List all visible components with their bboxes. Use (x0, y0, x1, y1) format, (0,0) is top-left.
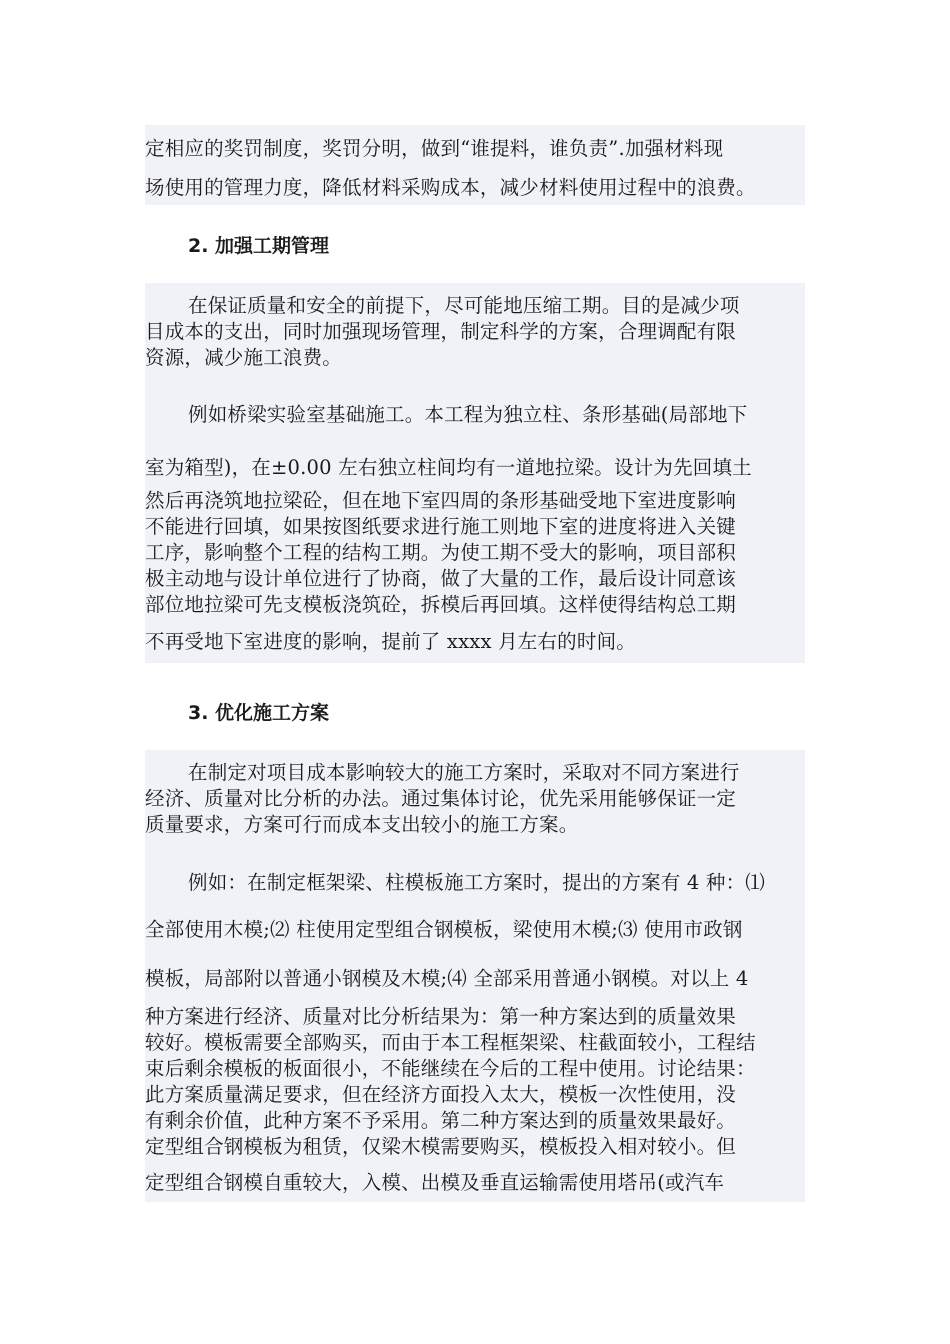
paragraph-line: 资源，减少施工浪费。 (145, 346, 343, 369)
paragraph-line: 此方案质量满足要求，但在经济方面投入太大，模板一次性使用，没 (145, 1083, 737, 1106)
paragraph-line: 全部使用木模;⑵ 柱使用定型组合钢模板，梁使用木模;⑶ 使用市政钢 (145, 918, 743, 941)
paragraph-line: 工序，影响整个工程的结构工期。为使工期不受大的影响，项目部积 (145, 541, 737, 564)
paragraph-line: 在保证质量和安全的前提下，尽可能地压缩工期。目的是减少项 (188, 294, 740, 317)
paragraph-line: 在制定对项目成本影响较大的施工方案时，采取对不同方案进行 (188, 761, 740, 784)
paragraph-line: 较好。模板需要全部购买，而由于本工程框架梁、柱截面较小，工程结 (145, 1031, 756, 1054)
paragraph-line: 例如：在制定框架梁、柱模板施工方案时，提出的方案有 4 种：⑴ (188, 871, 766, 894)
section-heading: 2. 加强工期管理 (188, 235, 330, 257)
paragraph-line: 束后剩余模板的板面很小，不能继续在今后的工程中使用。讨论结果： (145, 1057, 756, 1080)
paragraph-line: 经济、质量对比分析的办法。通过集体讨论，优先采用能够保证一定 (145, 787, 737, 810)
paragraph-line: 定型组合钢模板为租赁，仅梁木模需要购买，模板投入相对较小。但 (145, 1135, 737, 1158)
paragraph-line: 例如桥梁实验室基础施工。本工程为独立柱、条形基础(局部地下 (188, 403, 748, 426)
paragraph-line: 然后再浇筑地拉梁砼，但在地下室四周的条形基础受地下室进度影响 (145, 489, 737, 512)
paragraph-line: 目成本的支出，同时加强现场管理，制定科学的方案，合理调配有限 (145, 320, 737, 343)
section-heading: 3. 优化施工方案 (188, 702, 330, 724)
paragraph-line: 有剩余价值，此种方案不予采用。第二种方案达到的质量效果最好。 (145, 1109, 737, 1132)
paragraph-line: 模板，局部附以普通小钢模及木模;⑷ 全部采用普通小钢模。对以上 4 (145, 967, 749, 990)
paragraph-line: 极主动地与设计单位进行了协商，做了大量的工作，最后设计同意该 (145, 567, 737, 590)
paragraph-line: 种方案进行经济、质量对比分析结果为：第一种方案达到的质量效果 (145, 1005, 737, 1028)
paragraph-line: 不能进行回填，如果按图纸要求进行施工则地下室的进度将进入关键 (145, 515, 737, 538)
paragraph-line: 室为箱型)，在±0.00 左右独立柱间均有一道地拉梁。设计为先回填土 (145, 456, 752, 479)
paragraph-line: 场使用的管理力度，降低材料采购成本，减少材料使用过程中的浪费。 (145, 176, 756, 199)
paragraph-line: 质量要求，方案可行而成本支出较小的施工方案。 (145, 813, 579, 836)
paragraph-line: 定相应的奖罚制度，奖罚分明，做到“谁提料，谁负责”.加强材料现 (145, 137, 724, 160)
paragraph-line: 部位地拉梁可先支模板浇筑砼，拆模后再回填。这样使得结构总工期 (145, 593, 737, 616)
paragraph-line: 定型组合钢模自重较大，入模、出模及垂直运输需使用塔吊(或汽车 (145, 1171, 725, 1194)
paragraph-line: 不再受地下室进度的影响，提前了 xxxx 月左右的时间。 (145, 630, 636, 653)
